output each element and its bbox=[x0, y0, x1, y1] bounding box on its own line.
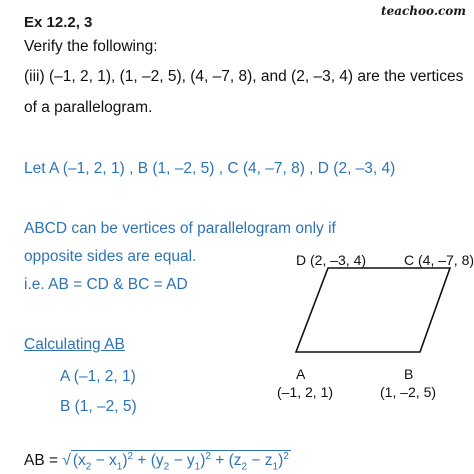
distance-formula bbox=[24, 450, 291, 472]
label-a-coords: (–1, 2, 1) bbox=[277, 384, 334, 400]
brand-logo: teachoo.com bbox=[381, 4, 466, 18]
question-line-1: Verify the following: bbox=[24, 38, 158, 55]
condition-line-2: opposite sides are equal. bbox=[24, 248, 197, 265]
label-b: B bbox=[404, 366, 414, 382]
label-c: C (4, –7, 8) bbox=[404, 252, 474, 268]
exercise-title: Ex 12.2, 3 bbox=[24, 14, 93, 31]
point-a: A (–1, 2, 1) bbox=[60, 368, 136, 385]
let-statement: Let A (–1, 2, 1) , B (1, –2, 5) , C (4, –7, 8) , D (2, –3, 4) bbox=[24, 160, 396, 177]
label-a: A bbox=[296, 366, 306, 382]
question-line-2: (iii) (–1, 2, 1), (1, –2, 5), (4, –7, 8), and (2, –3, 4) are the vertices bbox=[24, 68, 464, 85]
ie-statement: i.e. AB = CD & BC = AD bbox=[24, 276, 188, 293]
calc-heading: Calculating AB bbox=[24, 336, 125, 353]
question-line-3: of a parallelogram. bbox=[24, 99, 153, 116]
parallelogram-shape bbox=[296, 268, 450, 352]
label-b-coords: (1, –2, 5) bbox=[380, 384, 437, 400]
sqrt-sign: √ bbox=[62, 452, 71, 470]
point-b: B (1, –2, 5) bbox=[60, 398, 137, 415]
condition-line-1: ABCD can be vertices of parallelogram only if bbox=[24, 220, 336, 237]
radicand: $(x_2 - x_1)^2 + (y_2 - y_1)^2 + (z_2 - z_1)^2$ bbox=[72, 451, 289, 473]
label-d: D (2, –3, 4) bbox=[296, 252, 367, 268]
formula-lhs: AB = bbox=[24, 452, 59, 470]
